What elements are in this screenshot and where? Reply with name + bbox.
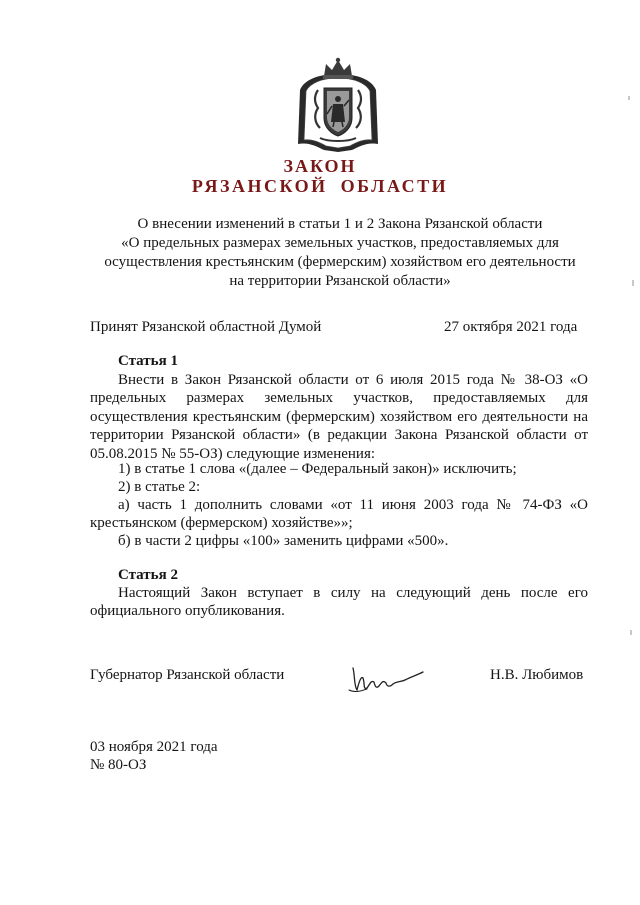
subject-line: на территории Рязанской области»: [229, 273, 451, 289]
article-1-intro: Внести в Закон Рязанской области от 6 июля 2015 года № 38-ОЗ «О предельных размерах земельных участков, предоставляемых для осуществления крестьянским (фермерским) хозяйством его деятельности на территории Рязанской области» (в редакции Закона Рязанской области от 05.08.2015 № 55-ОЗ) следующие изменения:: [90, 372, 588, 462]
article-1-item-2b: б) в части 2 цифры «100» заменить цифрами «500».: [118, 533, 449, 549]
adopted-date: 27 октября 2021 года: [444, 319, 578, 335]
signatory-position: Губернатор Рязанской области: [90, 667, 285, 683]
article-1-item-1: 1) в статье 1 слова «(далее – Федеральный закон)» исключить;: [118, 461, 517, 477]
sign-date: 03 ноября 2021 года: [90, 739, 218, 755]
article-1-item-2: 2) в статье 2:: [118, 479, 201, 495]
law-region-title: РЯЗАНСКОЙ ОБЛАСТИ: [191, 176, 449, 196]
law-number: № 80-ОЗ: [90, 757, 147, 773]
subject-line: О внесении изменений в статьи 1 и 2 Закона Рязанской области: [137, 216, 543, 232]
handwritten-signature: [345, 660, 425, 696]
scan-mark: [630, 630, 632, 635]
article-1-title: Статья 1: [118, 353, 178, 369]
article-2-text: Настоящий Закон вступает в силу на следующий день после его официального опубликования.: [90, 585, 588, 620]
article-2-title: Статья 2: [118, 567, 178, 583]
signatory-name: Н.В. Любимов: [490, 667, 584, 683]
coat-of-arms-emblem: [294, 56, 382, 154]
scan-mark: [628, 96, 630, 100]
subject-line: осуществления крестьянским (фермерским) хозяйством его деятельности: [104, 254, 576, 270]
adopted-by: Принят Рязанской областной Думой: [90, 319, 322, 335]
article-1-item-2a: а) часть 1 дополнить словами «от 11 июня 2003 года № 74-ФЗ «О крестьянском (фермерском) хозяйстве»»;: [90, 497, 588, 532]
scan-mark: [632, 280, 634, 286]
law-title: ЗАКОН: [283, 156, 357, 176]
law-subject: [90, 215, 590, 291]
subject-line: «О предельных размерах земельных участков, предоставляемых для: [121, 235, 559, 251]
